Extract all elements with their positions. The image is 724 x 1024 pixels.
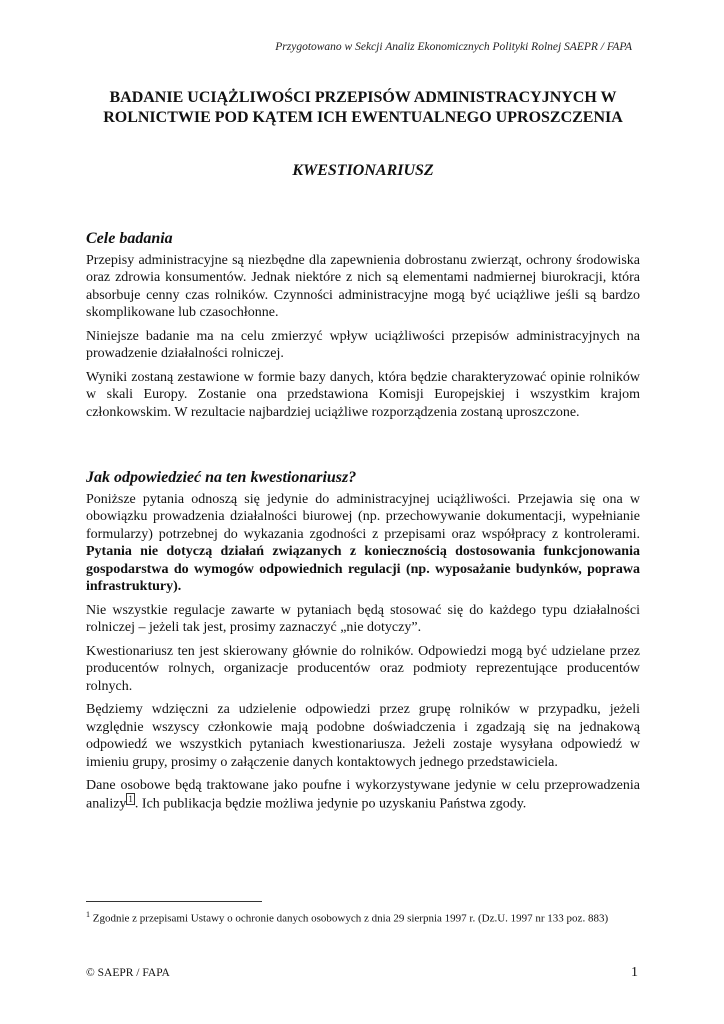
paragraph-text: Poniższe pytania odnoszą się jedynie do administracyjnej uciążliwości. Przejawia się ona w obowiązku prowadzenia działalności biurowej (np. przechowywanie dokumentacji, wypełnianie formularzy) potrzebnej do wykazania zgodności z przepisami oraz współpracy z kontrolerami.	[86, 491, 640, 542]
page-number: 1	[631, 965, 638, 980]
footnote-number: 1	[86, 910, 90, 919]
paragraph	[86, 491, 640, 596]
footnote	[86, 908, 640, 926]
footnote-reference[interactable]: 1	[128, 793, 133, 804]
section-how-to-answer	[86, 469, 640, 819]
document-subtitle: KWESTIONARIUSZ	[292, 162, 434, 179]
paragraph: Wyniki zostaną zestawione w formie bazy danych, która będzie charakteryzować opinie rolników w skali Europy. Zostanie ona przedstawiona Komisji Europejskiej i wszystkim krajom członkowskim. W rezultacie najbardziej uciążliwe rozporządzenia zostaną uproszczone.	[86, 369, 640, 420]
section-heading: Jak odpowiedzieć na ten kwestionariusz?	[86, 469, 357, 486]
paragraph: Kwestionariusz ten jest skierowany głównie do rolników. Odpowiedzi mogą być udzielane przez producentów rolnych, organizacje producentów oraz podmioty reprezentujące producentów rolnych.	[86, 643, 640, 694]
paragraph: Przepisy administracyjne są niezbędne dla zapewnienia dobrostanu zwierząt, ochrony środowiska oraz zdrowia konsumentów. Jednak niektóre z nich są elementami nadmiernej biurokracji, która absorbuje cenny czas rolników. Czynności administracyjne mogą być uciążliwe jeśli są bardzo skomplikowane lub czasochłonne.	[86, 252, 640, 320]
bold-emphasis: Pytania nie dotyczą działań związanych z koniecznością dostosowania funkcjonowania gospodarstwa do wymogów odpowiednich regulacji (np. wyposażanie budynków, poprawa infrastruktury).	[86, 544, 640, 594]
footnote-text: Zgodnie z przepisami Ustawy o ochronie danych osobowych z dnia 29 sierpnia 1997 r. (Dz.U. 1997 nr 133 poz. 883)	[90, 912, 609, 925]
section-heading: Cele badania	[86, 230, 173, 247]
paragraph-text: Dane osobowe będą traktowane jako poufne i wykorzystywane jedynie w celu przeprowadzenia analizy	[86, 778, 640, 812]
paragraph: Nie wszystkie regulacje zawarte w pytaniach będą stosować się do każdego typu działalności rolniczej – jeżeli tak jest, prosimy zaznaczyć „nie dotyczy”.	[86, 602, 640, 635]
document-title: BADANIE UCIĄŻLIWOŚCI PRZEPISÓW ADMINISTRACYJNYCH W ROLNICTWIE POD KĄTEM ICH EWENTUALNEGO UPROSZCZENIA	[103, 89, 623, 126]
section-goals	[86, 230, 640, 427]
footnote-divider	[86, 901, 262, 902]
paragraph-text: . Ich publikacja będzie możliwa jedynie po uzyskaniu Państwa zgody.	[134, 796, 527, 812]
paragraph	[86, 777, 640, 813]
paragraph: Niniejsze badanie ma na celu zmierzyć wpływ uciążliwości przepisów administracyjnych na prowadzenie działalności rolniczej.	[86, 328, 640, 361]
paragraph: Będziemy wdzięczni za udzielenie odpowiedzi przez grupę rolników w przypadku, jeżeli względnie wszyscy członkowie mają podobne doświadczenia i zgadzają się na jednakową odpowiedź we wszystkich pytaniach kwestionariusza. Jeżeli zostaje wysyłana odpowiedź w imieniu grupy, prosimy o załączenie danych kontaktowych jednego przedstawiciela.	[86, 702, 640, 770]
header-note: Przygotowano w Sekcji Analiz Ekonomicznych Polityki Rolnej SAEPR / FAPA	[275, 41, 632, 53]
footer-copyright: © SAEPR / FAPA	[86, 967, 170, 979]
